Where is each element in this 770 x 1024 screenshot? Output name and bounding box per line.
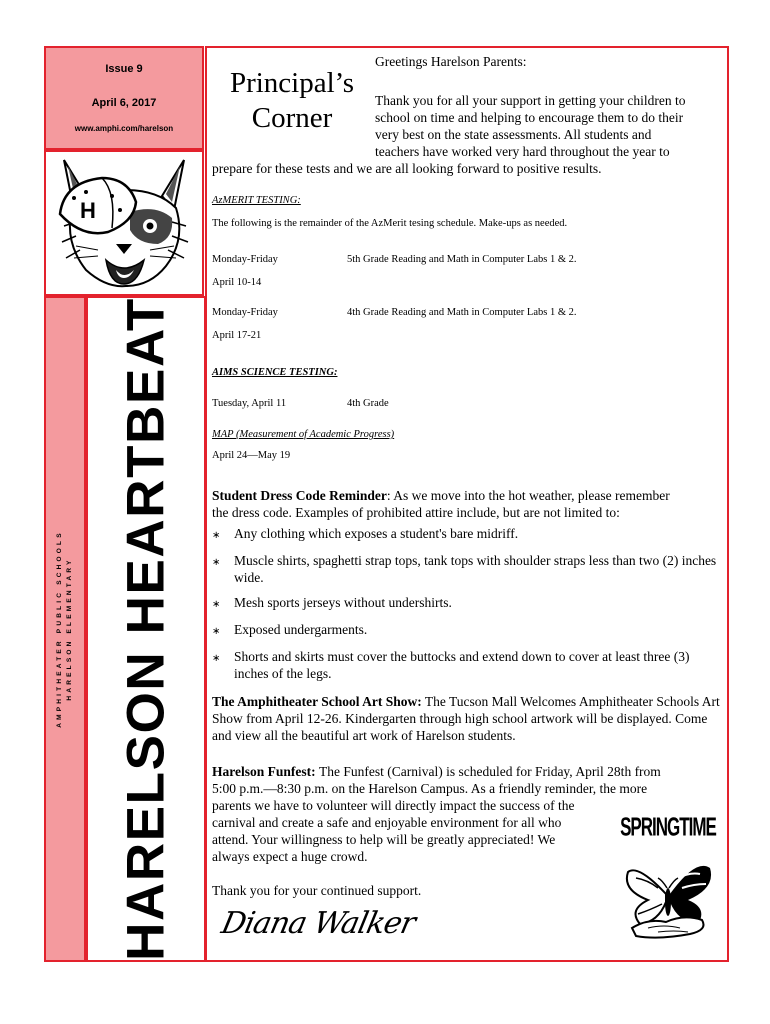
greeting: Greetings Harelson Parents:	[375, 54, 527, 69]
wildcat-mascot-icon	[46, 152, 202, 294]
issue-header-box	[44, 46, 204, 150]
intro-line: teachers have worked very hard throughout the year to	[375, 144, 670, 159]
bullet-asterisk-icon: ∗	[212, 626, 221, 637]
butterfly-hand-icon	[618, 844, 718, 940]
dress-code-lead: Student Dress Code Reminder	[212, 488, 387, 503]
map-dates: April 24—May 19	[212, 450, 291, 461]
dress-code-intro	[212, 487, 724, 521]
principal-signature: Diana Walker	[218, 906, 418, 941]
art-show-text: The Tucson Mall Welcomes Amphitheater Schools Art Show from April 12-26. Kindergarten through high school artwork will be displayed. Come and view all the beautiful art work of Harelson students.	[212, 694, 720, 743]
art-show-paragraph	[212, 693, 724, 744]
schedule-days: Monday-Friday	[212, 307, 278, 318]
closing-line: Thank you for your continued support.	[212, 883, 422, 898]
azmerit-note: The following is the remainder of the AzMerit tesing schedule. Make-ups as needed.	[212, 218, 568, 229]
list-item: ∗ Exposed undergarments.	[212, 621, 724, 640]
issue-date: April 6, 2017	[91, 97, 157, 109]
svg-text:H: H	[80, 198, 96, 223]
list-item: ∗ Muscle shirts, spaghetti strap tops, tank tops with shoulder straps less than two (2) inches wide.	[212, 553, 717, 585]
intro-last-line: prepare for these tests and we are all looking forward to positive results.	[212, 161, 602, 176]
map-heading: MAP (Measurement of Academic Progress)	[212, 429, 395, 440]
column-title-line1: Principal’s	[229, 67, 355, 99]
dress-code-text: : As we move into the hot weather, please remember	[386, 488, 670, 503]
list-item: ∗ Shorts and skirts must cover the buttocks and extend down to cover at least three (3) inches of the legs.	[212, 649, 690, 681]
dress-code-list	[212, 525, 724, 682]
website-link[interactable]: www.amphi.com/harelson	[74, 124, 174, 133]
funfest-text: 5:00 p.m.—8:30 p.m. on the Harelson Campus. As a friendly reminder, the more	[212, 781, 648, 796]
funfest-text: always expect a huge crowd.	[212, 849, 368, 864]
aims-day: Tuesday, April 11	[212, 398, 287, 409]
intro-line: Thank you for all your support in getting your children to	[375, 93, 686, 108]
column-title-line2: Corner	[251, 102, 333, 134]
intro-line: very best on the state assessments. All students and	[375, 127, 652, 142]
schedule-days: Monday-Friday	[212, 254, 278, 265]
aims-grade: 4th Grade	[347, 398, 389, 409]
bullet-asterisk-icon: ∗	[212, 530, 221, 541]
bullet-asterisk-icon: ∗	[212, 653, 221, 664]
aims-heading: AIMS SCIENCE TESTING:	[212, 367, 338, 378]
springtime-clipart	[618, 812, 718, 940]
issue-number: Issue 9	[105, 63, 143, 75]
list-item: ∗ Any clothing which exposes a student's bare midriff.	[212, 525, 724, 544]
funfest-lead: Harelson Funfest:	[212, 764, 316, 779]
schedule-dates: April 17-21	[212, 330, 262, 341]
springtime-label: SPRINGTIME	[620, 813, 716, 842]
school-name: HARELSON ELEMENTARY	[66, 557, 73, 701]
schedule-desc: 4th Grade Reading and Math in Computer Labs 1 & 2.	[347, 307, 577, 318]
mascot-box	[44, 150, 204, 296]
bullet-asterisk-icon: ∗	[212, 557, 221, 568]
schedule-desc: 5th Grade Reading and Math in Computer Labs 1 & 2.	[347, 254, 577, 265]
bullet-asterisk-icon: ∗	[212, 599, 221, 610]
schedule-dates: April 10-14	[212, 277, 262, 288]
art-show-lead: The Amphitheater School Art Show:	[212, 694, 422, 709]
funfest-text: attend. Your willingness to help will be greatly appreciated! We	[212, 832, 556, 847]
funfest-text: carnival and create a safe and enjoyable environment for all who	[212, 815, 562, 830]
azmerit-heading: AzMERIT TESTING:	[212, 195, 301, 206]
intro-paragraph	[375, 92, 725, 160]
funfest-text: parents we have to volunteer will directly impact the success of the	[212, 798, 575, 813]
district-name: AMPHITHEATER PUBLIC SCHOOLS	[56, 530, 63, 728]
list-item: ∗ Mesh sports jerseys without undershirts.	[212, 594, 724, 613]
column-title	[212, 66, 372, 136]
intro-line: school on time and helping to encourage them to do their	[375, 110, 684, 125]
newsletter-title: HARELSON HEARTBEAT	[116, 297, 176, 961]
dress-code-text: the dress code. Examples of prohibited attire include, but are not limited to:	[212, 505, 620, 520]
funfest-text: The Funfest (Carnival) is scheduled for Friday, April 28th from	[319, 764, 661, 779]
